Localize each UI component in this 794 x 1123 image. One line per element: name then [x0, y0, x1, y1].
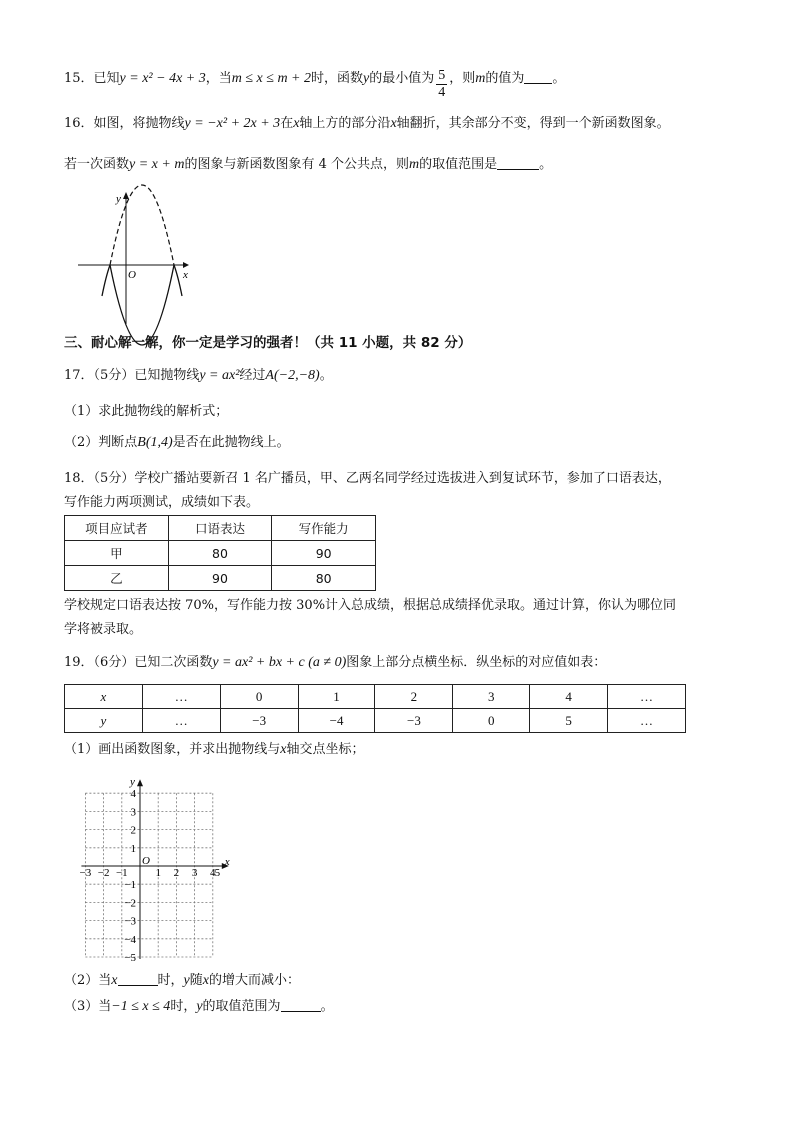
table-cell: 80 [168, 541, 272, 566]
q18-after2: 学将被录取。 [64, 622, 143, 637]
y-tick-label: −5 [124, 952, 136, 964]
q19-text: 时， [157, 973, 184, 988]
q16-text: 在 [280, 116, 294, 131]
table-cell: 80 [272, 566, 376, 591]
q16-graph [74, 190, 194, 326]
x-tick-label: −3 [79, 867, 92, 879]
q17-point: B(1,4) [137, 435, 173, 450]
table-cell: 乙 [65, 566, 169, 591]
q18-score-table [64, 515, 376, 591]
q16-text: 轴翻折，其余部分不变，得到一个新函数图象。 [396, 116, 670, 131]
table-cell: −3 [375, 709, 453, 733]
y-tick-label: 2 [130, 824, 136, 837]
y-tick-label: −4 [124, 933, 136, 946]
table-cell: 1 [298, 685, 375, 709]
q19-text: 轴交点坐标； [286, 742, 365, 757]
table-cell: 4 [530, 685, 608, 709]
q19-text: 的取值范围为 [202, 999, 281, 1014]
question-19 [64, 653, 606, 673]
y-tick-label: 4 [130, 788, 136, 801]
table-cell: … [608, 685, 686, 709]
q17-text: 17．（5分）已知抛物线 [64, 368, 200, 383]
q15-text: 的值为 [485, 71, 525, 86]
answer-blank[interactable] [118, 971, 158, 986]
q17-text: 是否在此抛物线上。 [172, 435, 290, 450]
q19-text: （2）当 [64, 973, 112, 988]
q15-prefix: 15．已知 [64, 71, 120, 86]
origin-label: O [142, 855, 150, 867]
table-cell: … [142, 709, 220, 733]
table-row [65, 566, 376, 591]
q19-function: y = ax² + bx + c (a ≠ 0) [212, 655, 347, 670]
q18-line1: 18．（5分）学校广播站要新召 1 名广播员，甲、乙两名同学经过选拔进入到复试环节，参加了口语表达， [64, 471, 671, 486]
q16-var: m [409, 157, 420, 172]
q19-text: （1）画出函数图象，并求出抛物线与 [64, 742, 281, 757]
right-branch [174, 265, 182, 296]
x-arrow-icon [183, 262, 189, 268]
y-arrow-icon [137, 779, 143, 786]
table-cell: 0 [220, 685, 298, 709]
table-cell: 2 [375, 685, 453, 709]
x-label: x [224, 856, 230, 868]
q19-value-table [64, 684, 686, 733]
table-cell: 90 [168, 566, 272, 591]
q19-text: 时， [170, 999, 197, 1014]
table-cell: x [65, 685, 143, 709]
table-header: 项目应试者 [65, 516, 169, 541]
y-label: y [116, 193, 121, 205]
fraction-denominator: 4 [438, 85, 446, 100]
q16-parabola: y = −x² + 2x + 3 [184, 116, 281, 131]
q19-var: y [183, 973, 190, 988]
question-16-line1 [64, 114, 670, 134]
table-cell: y [65, 709, 143, 733]
q19-part1 [64, 740, 365, 760]
q15-text: ，当 [205, 71, 232, 86]
q15-var: m [475, 71, 486, 86]
q19-end: 。 [320, 999, 334, 1014]
table-cell: 5 [530, 709, 608, 733]
q16-text: 16．如图，将抛物线 [64, 116, 185, 131]
x-tick-label: 2 [173, 867, 180, 879]
q19-text: 19．（6分）已知二次函数 [64, 655, 213, 670]
q17-text: 经过 [239, 368, 266, 383]
y-label: y [130, 776, 135, 789]
q19-part2 [64, 971, 300, 991]
q17-end: 。 [319, 368, 333, 383]
question-15 [64, 68, 565, 101]
q15-function: y = x² − 4x + 3 [119, 71, 206, 86]
origin-label: O [128, 269, 136, 281]
q16-text: 的图象与新函数图象有 4 个公共点，则 [184, 157, 409, 172]
q19-part3 [64, 997, 334, 1017]
table-header: 写作能力 [272, 516, 376, 541]
q16-text: 若一次函数 [64, 157, 130, 172]
y-tick-label: 3 [130, 806, 136, 819]
q19-var: x [280, 742, 287, 757]
q16-text: 轴上方的部分沿 [299, 116, 391, 131]
q19-var: x [111, 973, 118, 988]
q19-condition: −1 ≤ x ≤ 4 [111, 999, 171, 1014]
q15-fraction [436, 68, 447, 101]
answer-blank[interactable] [524, 69, 552, 84]
question-17 [64, 366, 333, 386]
q18-line2: 写作能力两项测试，成绩如下表。 [64, 495, 260, 510]
answer-blank[interactable] [497, 155, 539, 170]
q19-text: 随 [189, 973, 203, 988]
q17-point: A(−2,−8) [265, 368, 320, 383]
q16-var: x [390, 116, 397, 131]
q19-text: 图象上部分点横坐标．纵坐标的对应值如表： [346, 655, 607, 670]
q18-after1: 学校规定口语表达按 70%，写作能力按 30%计入总成绩，根据总成绩择优录取。通过计算，你认为哪位同 [64, 598, 677, 613]
q19-var: y [196, 999, 203, 1014]
table-cell: 甲 [65, 541, 169, 566]
table-cell: 0 [453, 709, 530, 733]
table-cell: 3 [453, 685, 530, 709]
y-tick-label: 1 [130, 842, 136, 855]
table-header-row [65, 516, 376, 541]
x-tick-label: 4 [210, 867, 216, 879]
table-cell: 90 [272, 541, 376, 566]
q15-text: ，则 [449, 71, 476, 86]
q16-end: 。 [539, 157, 553, 172]
table-row-x [65, 685, 686, 709]
x-tick-label: 5 [214, 867, 221, 879]
table-cell: … [608, 709, 686, 733]
table-cell: −4 [298, 709, 375, 733]
q17-part1: （1）求此抛物线的解析式； [64, 404, 229, 419]
q16-linear: y = x + m [129, 157, 185, 172]
x-tick-label: −1 [115, 867, 128, 879]
q17-function: y = ax² [199, 368, 240, 383]
q16-text: 的取值范围是 [419, 157, 498, 172]
q17-text: （2）判断点 [64, 435, 138, 450]
y-tick-label: −2 [124, 897, 136, 910]
q19-text: 的增大而减小： [208, 973, 300, 988]
table-header: 口语表达 [168, 516, 272, 541]
y-tick-label: −1 [124, 879, 136, 892]
q15-var: y [363, 71, 370, 86]
x-label: x [183, 269, 188, 281]
q19-coordinate-grid[interactable] [79, 772, 254, 964]
y-arrow-icon [123, 192, 129, 199]
table-row-y [65, 709, 686, 733]
x-tick-label: 3 [191, 867, 198, 879]
fraction-numerator: 5 [438, 68, 446, 83]
q16-var: x [293, 116, 300, 131]
x-tick-label: 1 [155, 867, 161, 879]
q15-text: 的最小值为 [369, 71, 435, 86]
left-branch [102, 265, 110, 296]
section-3-title: 三、耐心解一解，你一定是学习的强者！（共 11 小题，共 82 分） [64, 335, 472, 351]
q15-text: 时，函数 [311, 71, 364, 86]
table-cell: −3 [220, 709, 298, 733]
q19-text: （3）当 [64, 999, 112, 1014]
y-tick-label: −3 [124, 915, 136, 928]
q17-part2 [64, 433, 290, 453]
q15-condition: m ≤ x ≤ m + 2 [231, 71, 311, 86]
x-tick-label: −2 [97, 867, 110, 879]
table-cell: … [142, 685, 220, 709]
q15-end: 。 [552, 71, 566, 86]
q19-var: x [202, 973, 209, 988]
question-16-line2 [64, 155, 552, 175]
table-row [65, 541, 376, 566]
answer-blank[interactable] [281, 997, 321, 1012]
